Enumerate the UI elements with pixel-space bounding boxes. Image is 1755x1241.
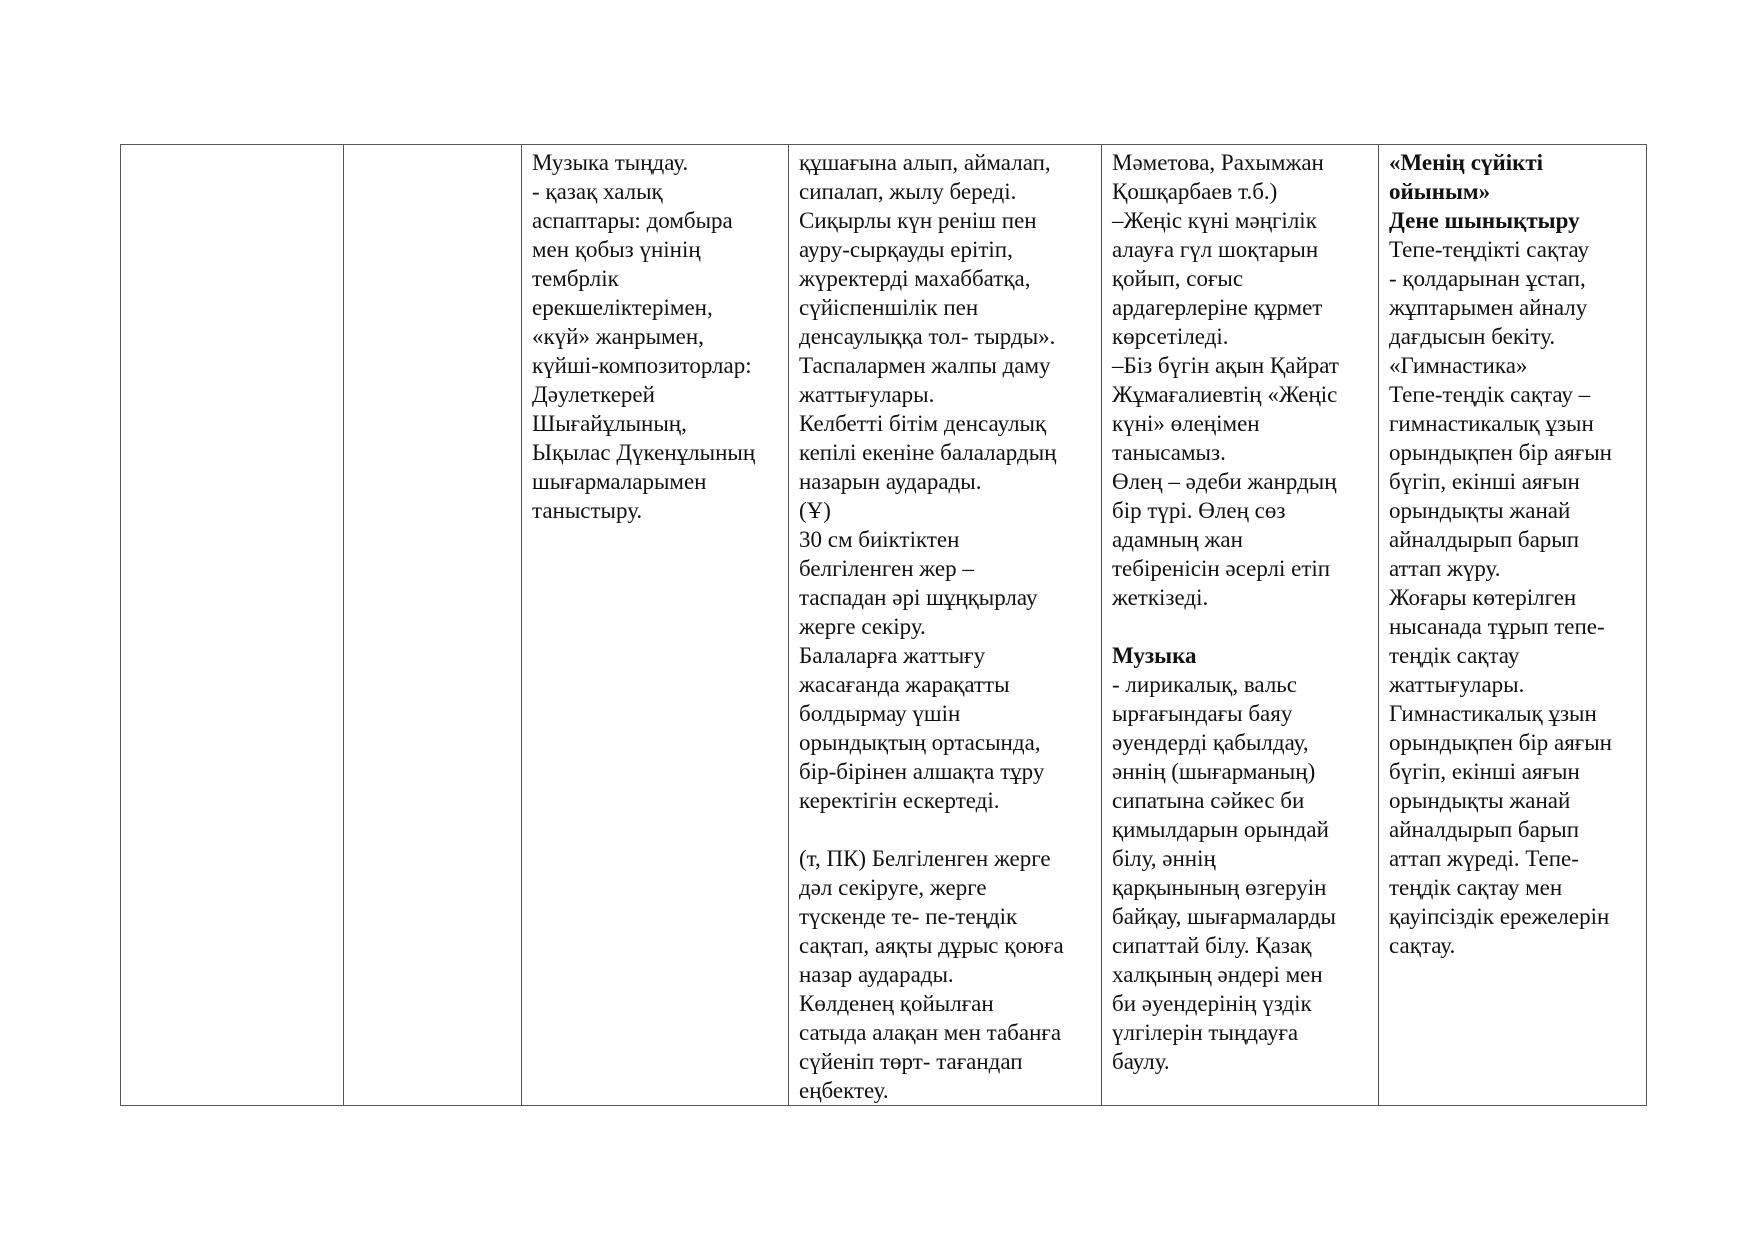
text-line: түскенде те- пе-теңдік xyxy=(799,904,1018,929)
plan-table xyxy=(120,144,1647,1106)
text-line: Дене шынықтыру xyxy=(1389,208,1580,233)
text-line: –Біз бүгін ақын Қайрат xyxy=(1112,353,1339,378)
text-line: әннің (шығарманың) xyxy=(1112,759,1316,784)
text-line: керектігін ескертеді. xyxy=(799,788,1000,813)
text-line: аспаптары: домбыра xyxy=(532,208,733,233)
text-line: 30 см биіктіктен xyxy=(799,527,960,552)
text-line: орындықты жанай xyxy=(1389,498,1571,523)
text-line: аттап жүру. xyxy=(1389,556,1501,581)
text-line: Келбетті бітім денсаулық xyxy=(799,411,1047,436)
text-line: Балаларға жаттығу xyxy=(799,643,986,668)
text-line: танысамыз. xyxy=(1112,440,1226,465)
text-line: «Гимнастика» xyxy=(1389,353,1528,378)
text-line: таспадан әрі шұңқырлау xyxy=(799,585,1038,610)
text-line: бір-бірінен алшақта тұру xyxy=(799,759,1045,784)
text-line: таныстыру. xyxy=(532,498,643,523)
text-line: үлгілерін тыңдауға xyxy=(1112,1020,1299,1045)
text-line: бір түрі. Өлең сөз xyxy=(1112,498,1286,523)
text-line: тембрлік xyxy=(532,266,619,291)
text-line xyxy=(1112,612,1372,641)
text-line: - лирикалық, вальс xyxy=(1112,672,1297,697)
text-line: жұптарымен айналу xyxy=(1389,295,1588,320)
text-line: орындықтың ортасында, xyxy=(799,730,1041,755)
text-line: Гимнастикалық ұзын xyxy=(1389,701,1597,726)
text-line: шығармаларымен xyxy=(532,469,707,494)
text-line: «күй» жанрымен, xyxy=(532,324,704,349)
text-line: Музыка тыңдау. xyxy=(532,150,689,175)
text-line: денсаулыққа тол- тырды». xyxy=(799,324,1056,349)
text-line: білу, әннің xyxy=(1112,846,1216,871)
text-line: Музыка xyxy=(1112,643,1197,668)
text-line: орындықпен бір аяғын xyxy=(1389,730,1612,755)
text-line: орындықты жанай xyxy=(1389,788,1571,813)
text-line: Мәметова, Рахымжан xyxy=(1112,150,1324,175)
text-line: теңдік сақтау xyxy=(1389,643,1520,668)
text-line: назарын аударады. xyxy=(799,469,982,494)
text-line: еңбектеу. xyxy=(799,1078,889,1103)
text-line: би әуендерінің үздік xyxy=(1112,991,1312,1016)
text-line: аттап жүреді. Тепе- xyxy=(1389,846,1579,871)
text-line: жасағанда жарақатты xyxy=(799,672,1010,697)
text-line: жеткізеді. xyxy=(1112,585,1209,610)
table-cell-physical-activity xyxy=(789,145,1102,1106)
text-line: адамның жан xyxy=(1112,527,1243,552)
text-line: сипатына сәйкес би xyxy=(1112,788,1305,813)
text-line: Ықылас Дүкенұлының xyxy=(532,440,756,465)
text-line: - қолдарынан ұстап, xyxy=(1389,266,1586,291)
text-line: назар аударады. xyxy=(799,962,954,987)
text-line: жаттығулары. xyxy=(799,382,935,407)
text-line: күйші-композиторлар: xyxy=(532,353,752,378)
text-line: болдырмау үшін xyxy=(799,701,961,726)
text-line: қойып, соғыс xyxy=(1112,266,1244,291)
table-cell-favorite-game xyxy=(1379,145,1647,1106)
text-line: Тепе-теңдікті сақтау xyxy=(1389,237,1590,262)
table-cell-col2 xyxy=(344,145,522,1106)
text-line: қарқынының өзгеруін xyxy=(1112,875,1327,900)
text-line: сүйіспеншілік пен xyxy=(799,295,979,320)
text-line: (Ұ) xyxy=(799,498,831,523)
text-line: сипалап, жылу береді. xyxy=(799,179,1017,204)
text-line: Өлең – әдеби жанрдың xyxy=(1112,469,1337,494)
text-line: нысанада тұрып тепе- xyxy=(1389,614,1605,639)
text-line: сақтап, аяқты дұрыс қоюға xyxy=(799,933,1064,958)
text-line: бүгіп, екінші аяғын xyxy=(1389,759,1580,784)
text-line: сипаттай білу. Қазақ xyxy=(1112,933,1312,958)
text-line: тебіренісін әсерлі етіп xyxy=(1112,556,1331,581)
text-line: баулу. xyxy=(1112,1049,1170,1074)
text-line: жерге секіру. xyxy=(799,614,926,639)
text-line: ырғағындағы баяу xyxy=(1112,701,1293,726)
text-line: күні» өлеңімен xyxy=(1112,411,1260,436)
text-line: алауға гүл шоқтарын xyxy=(1112,237,1319,262)
text-line: құшағына алып, аймалап, xyxy=(799,150,1051,175)
text-line: ойыным» xyxy=(1389,179,1491,204)
text-line: теңдік сақтау мен xyxy=(1389,875,1563,900)
text-line: сүйеніп төрт- тағандап xyxy=(799,1049,1023,1074)
text-line: қауіпсіздік ережелерін xyxy=(1389,904,1610,929)
table-cell-music-listening xyxy=(522,145,789,1106)
text-line: мен қобыз үнінің xyxy=(532,237,701,262)
text-line: орындықпен бір аяғын xyxy=(1389,440,1612,465)
text-line: Жоғары көтерілген xyxy=(1389,585,1577,610)
text-line: Дәулеткерей xyxy=(532,382,655,407)
text-line: (т, ПК) Белгіленген жерге xyxy=(799,846,1051,871)
table-cell-col1 xyxy=(121,145,344,1106)
text-line: әуендерді қабылдау, xyxy=(1112,730,1309,755)
text-line: жаттығулары. xyxy=(1389,672,1525,697)
text-line: ауру-сырқауды ерітіп, xyxy=(799,237,1013,262)
text-line: ерекшеліктерімен, xyxy=(532,295,713,320)
text-line: –Жеңіс күні мәңгілік xyxy=(1112,208,1317,233)
text-line: кепілі екеніне балалардың xyxy=(799,440,1057,465)
text-line: гимнастикалық ұзын xyxy=(1389,411,1594,436)
table-cell-literature-music xyxy=(1102,145,1379,1106)
text-line: сақтау. xyxy=(1389,933,1456,958)
text-line: көрсетіледі. xyxy=(1112,324,1229,349)
text-line: байқау, шығармаларды xyxy=(1112,904,1336,929)
text-line: бүгіп, екінші аяғын xyxy=(1389,469,1580,494)
text-line: «Менің сүйікті xyxy=(1389,150,1544,175)
text-line: Таспалармен жалпы даму xyxy=(799,353,1051,378)
table-row xyxy=(121,145,1647,1106)
text-line: жүректерді махаббатқа, xyxy=(799,266,1031,291)
text-line: дәл секіруге, жерге xyxy=(799,875,987,900)
text-line: ардагерлеріне құрмет xyxy=(1112,295,1323,320)
text-line: Тепе-теңдік сақтау – xyxy=(1389,382,1591,407)
text-line: айналдырып барып xyxy=(1389,817,1580,842)
text-line: Жұмағалиевтің «Жеңіс xyxy=(1112,382,1338,407)
text-line: Қошқарбаев т.б.) xyxy=(1112,179,1278,204)
text-line: Шығайұлының, xyxy=(532,411,687,436)
text-line: - қазақ халық xyxy=(532,179,663,204)
text-line: қимылдарын орындай xyxy=(1112,817,1329,842)
text-line: айналдырып барып xyxy=(1389,527,1580,552)
text-line xyxy=(799,815,1095,844)
text-line: халқының әндері мен xyxy=(1112,962,1323,987)
text-line: сатыда алақан мен табанға xyxy=(799,1020,1062,1045)
text-line: дағдысын бекіту. xyxy=(1389,324,1556,349)
text-line: Көлденең қойылған xyxy=(799,991,994,1016)
text-line: белгіленген жер – xyxy=(799,556,974,581)
text-line: Сиқырлы күн реніш пен xyxy=(799,208,1037,233)
